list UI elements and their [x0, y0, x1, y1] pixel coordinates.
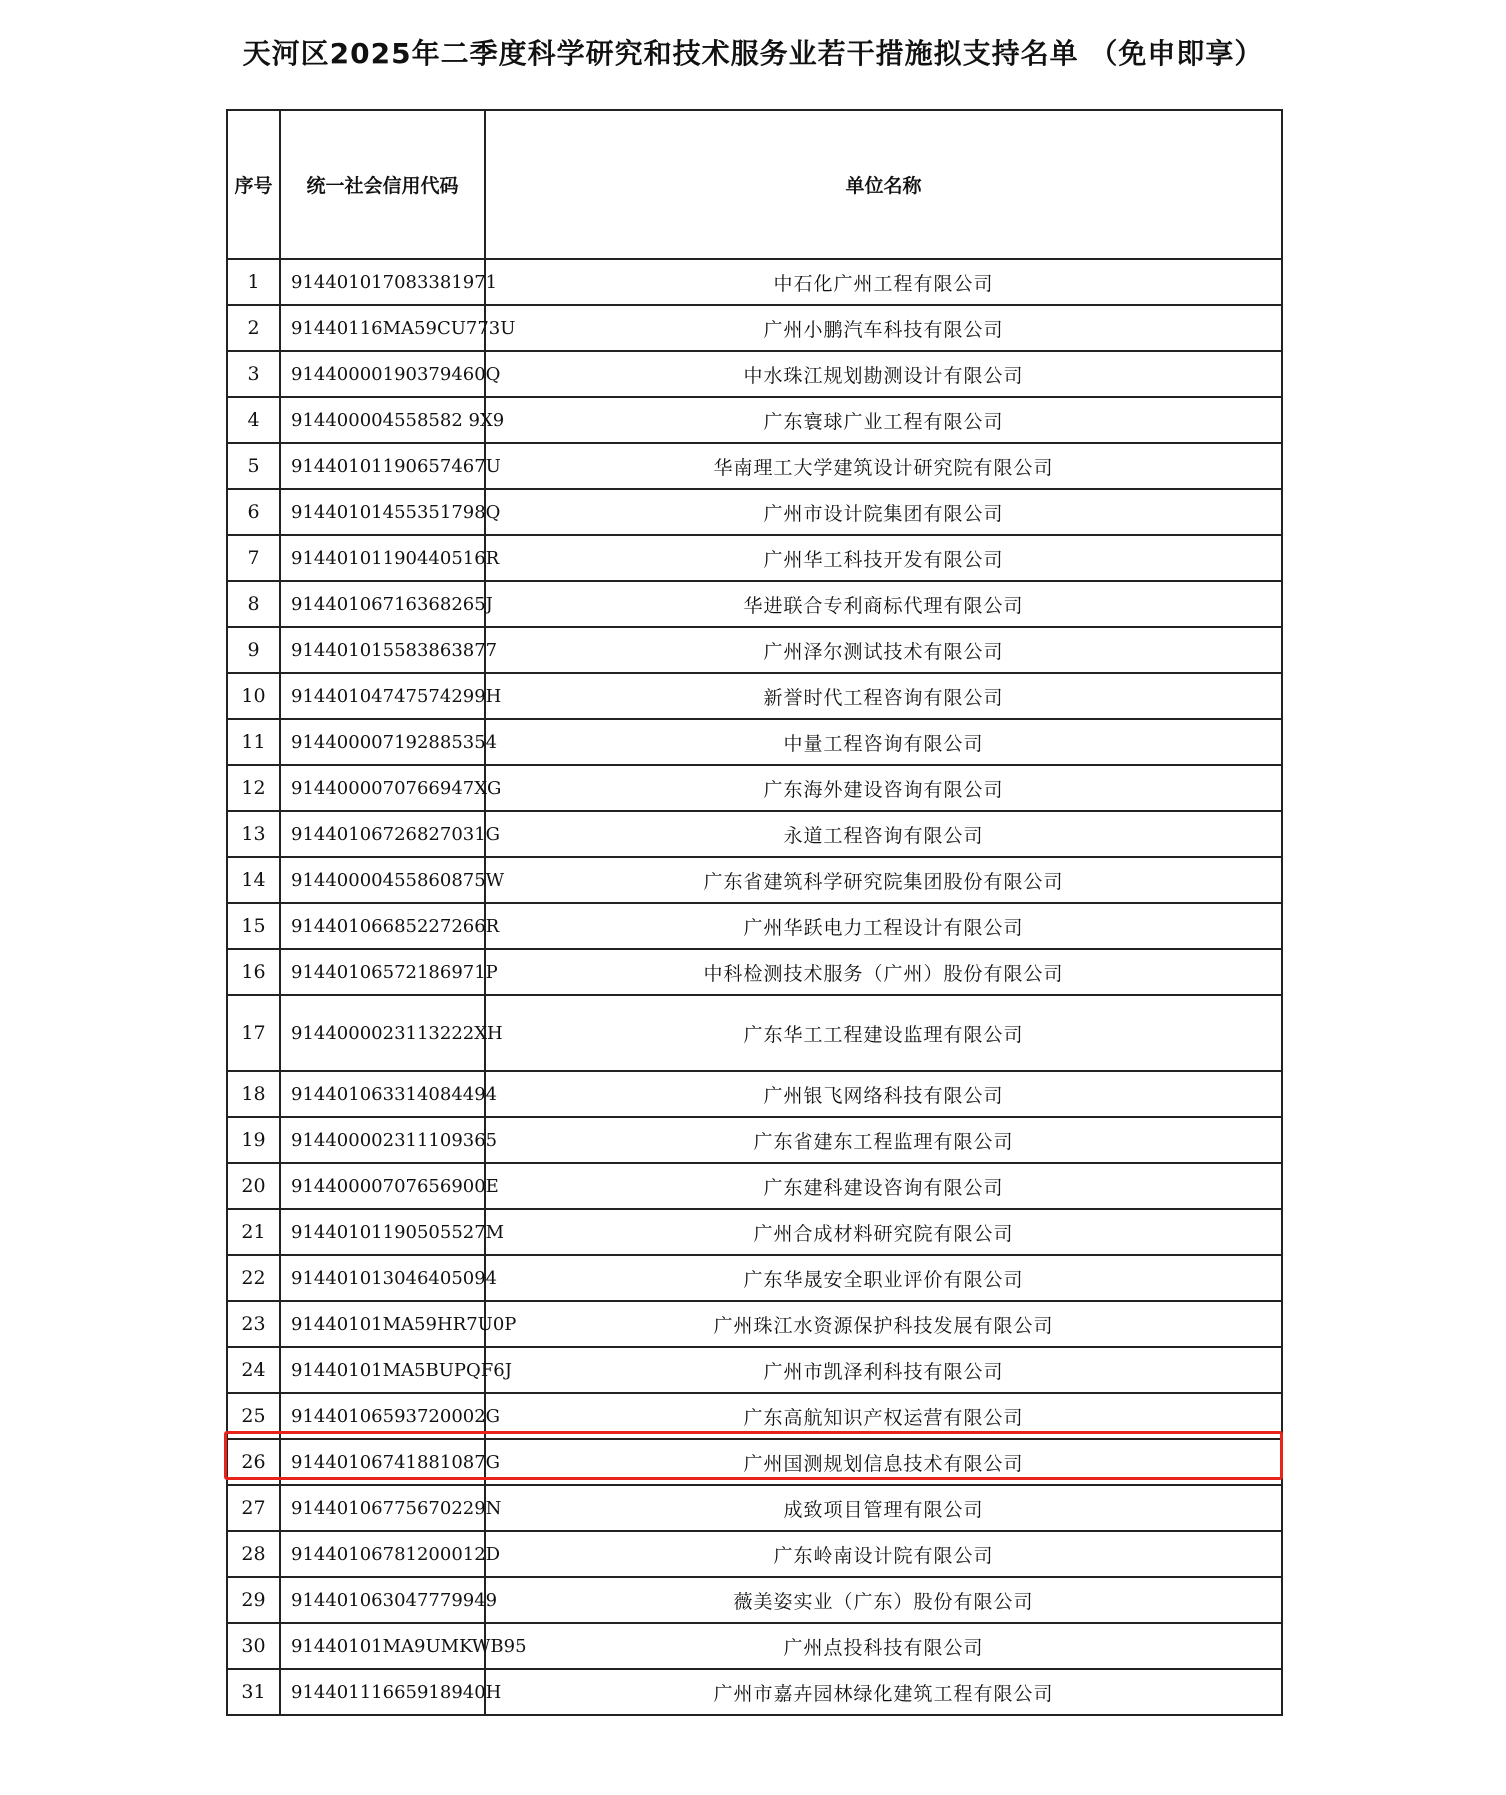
table-row [227, 811, 1282, 857]
row-index: 8 [227, 581, 280, 627]
table-row [227, 535, 1282, 581]
row-credit-code: 91440106572186971P [280, 949, 485, 995]
row-credit-code: 91440106726827031G [280, 811, 485, 857]
row-index: 25 [227, 1393, 280, 1439]
row-company-name: 广东岭南设计院有限公司 [485, 1531, 1282, 1577]
table-row [227, 1623, 1282, 1669]
row-credit-code: 91440101455351798Q [280, 489, 485, 535]
row-credit-code: 91440101190505527M [280, 1209, 485, 1255]
row-company-name: 广东华晟安全职业评价有限公司 [485, 1255, 1282, 1301]
row-credit-code: 914400007192885354 [280, 719, 485, 765]
row-index: 15 [227, 903, 280, 949]
table-row [227, 1301, 1282, 1347]
row-company-name: 华南理工大学建筑设计研究院有限公司 [485, 443, 1282, 489]
row-company-name: 薇美姿实业（广东）股份有限公司 [485, 1577, 1282, 1623]
table-row [227, 397, 1282, 443]
header-company-name: 单位名称 [485, 110, 1282, 259]
row-index: 9 [227, 627, 280, 673]
row-index: 6 [227, 489, 280, 535]
row-company-name: 广州珠江水资源保护科技发展有限公司 [485, 1301, 1282, 1347]
row-index: 28 [227, 1531, 280, 1577]
row-credit-code: 91440101MA9UMKWB95 [280, 1623, 485, 1669]
table-row [227, 995, 1282, 1071]
row-credit-code: 91440111665918940H [280, 1669, 485, 1715]
row-credit-code: 9144000023113222XH [280, 995, 485, 1071]
row-index: 19 [227, 1117, 280, 1163]
row-credit-code: 91440101190657467U [280, 443, 485, 489]
row-index: 20 [227, 1163, 280, 1209]
row-company-name: 广州市设计院集团有限公司 [485, 489, 1282, 535]
row-company-name: 华进联合专利商标代理有限公司 [485, 581, 1282, 627]
row-index: 1 [227, 259, 280, 305]
table-row [227, 1117, 1282, 1163]
table-row [227, 949, 1282, 995]
support-list-table [226, 109, 1283, 1716]
row-credit-code: 914400002311109365 [280, 1117, 485, 1163]
row-credit-code: 91440106593720002G [280, 1393, 485, 1439]
table-row [227, 259, 1282, 305]
table-row [227, 1577, 1282, 1623]
row-credit-code: 9144000070766947XG [280, 765, 485, 811]
row-credit-code: 914401013046405094 [280, 1255, 485, 1301]
table-row [227, 903, 1282, 949]
table-row [227, 1669, 1282, 1715]
row-index: 3 [227, 351, 280, 397]
row-company-name: 广东寰球广业工程有限公司 [485, 397, 1282, 443]
table-row [227, 1439, 1282, 1485]
row-index: 29 [227, 1577, 280, 1623]
row-index: 22 [227, 1255, 280, 1301]
row-index: 21 [227, 1209, 280, 1255]
row-credit-code: 91440101190440516R [280, 535, 485, 581]
row-credit-code: 914401063047779949 [280, 1577, 485, 1623]
row-company-name: 广州市嘉卉园林绿化建筑工程有限公司 [485, 1669, 1282, 1715]
table-row [227, 489, 1282, 535]
table-header-row [227, 110, 1282, 259]
row-company-name: 新誉时代工程咨询有限公司 [485, 673, 1282, 719]
table-row [227, 627, 1282, 673]
row-index: 2 [227, 305, 280, 351]
table-row [227, 443, 1282, 489]
row-company-name: 广州华跃电力工程设计有限公司 [485, 903, 1282, 949]
row-company-name: 广州泽尔测试技术有限公司 [485, 627, 1282, 673]
table-row [227, 719, 1282, 765]
row-credit-code: 914401063314084494 [280, 1071, 485, 1117]
row-company-name: 广州华工科技开发有限公司 [485, 535, 1282, 581]
row-index: 10 [227, 673, 280, 719]
table-row [227, 1255, 1282, 1301]
table-row [227, 673, 1282, 719]
table-row [227, 1071, 1282, 1117]
row-index: 7 [227, 535, 280, 581]
row-company-name: 广州银飞网络科技有限公司 [485, 1071, 1282, 1117]
row-index: 14 [227, 857, 280, 903]
row-company-name: 广东建科建设咨询有限公司 [485, 1163, 1282, 1209]
row-credit-code: 91440000707656900E [280, 1163, 485, 1209]
row-company-name: 广东华工工程建设监理有限公司 [485, 995, 1282, 1071]
row-index: 18 [227, 1071, 280, 1117]
header-credit-code: 统一社会信用代码 [280, 110, 485, 259]
table-row [227, 1163, 1282, 1209]
table-row [227, 1347, 1282, 1393]
row-company-name: 广东省建筑科学研究院集团股份有限公司 [485, 857, 1282, 903]
row-index: 27 [227, 1485, 280, 1531]
table-row [227, 351, 1282, 397]
row-index: 23 [227, 1301, 280, 1347]
row-company-name: 广东省建东工程监理有限公司 [485, 1117, 1282, 1163]
row-company-name: 永道工程咨询有限公司 [485, 811, 1282, 857]
row-credit-code: 91440000190379460Q [280, 351, 485, 397]
row-credit-code: 91440104747574299H [280, 673, 485, 719]
table-row [227, 1531, 1282, 1577]
row-index: 31 [227, 1669, 280, 1715]
row-index: 30 [227, 1623, 280, 1669]
row-credit-code: 91440000455860875W [280, 857, 485, 903]
row-company-name: 成致项目管理有限公司 [485, 1485, 1282, 1531]
row-company-name: 广东海外建设咨询有限公司 [485, 765, 1282, 811]
table-row [227, 1485, 1282, 1531]
row-company-name: 广州合成材料研究院有限公司 [485, 1209, 1282, 1255]
row-company-name: 中量工程咨询有限公司 [485, 719, 1282, 765]
table-row [227, 1209, 1282, 1255]
table-body [227, 259, 1282, 1715]
row-company-name: 中石化广州工程有限公司 [485, 259, 1282, 305]
row-company-name: 广东高航知识产权运营有限公司 [485, 1393, 1282, 1439]
row-company-name: 中科检测技术服务（广州）股份有限公司 [485, 949, 1282, 995]
table-row [227, 305, 1282, 351]
row-index: 11 [227, 719, 280, 765]
row-credit-code: 91440101MA59HR7U0P [280, 1301, 485, 1347]
row-index: 16 [227, 949, 280, 995]
table-row [227, 765, 1282, 811]
row-index: 12 [227, 765, 280, 811]
row-credit-code: 91440106716368265J [280, 581, 485, 627]
row-index: 4 [227, 397, 280, 443]
table-row [227, 857, 1282, 903]
row-credit-code: 91440106775670229N [280, 1485, 485, 1531]
row-credit-code: 91440116MA59CU773U [280, 305, 485, 351]
row-index: 26 [227, 1439, 280, 1485]
row-index: 5 [227, 443, 280, 489]
row-company-name: 中水珠江规划勘测设计有限公司 [485, 351, 1282, 397]
table-row [227, 581, 1282, 627]
row-credit-code: 91440106685227266R [280, 903, 485, 949]
row-credit-code: 914401017083381971 [280, 259, 485, 305]
row-index: 17 [227, 995, 280, 1071]
header-index: 序号 [227, 110, 280, 259]
table-row-highlighted [227, 1393, 1282, 1439]
row-credit-code: 914401015583863877 [280, 627, 485, 673]
row-company-name: 广州市凯泽利科技有限公司 [485, 1347, 1282, 1393]
row-company-name: 广州小鹏汽车科技有限公司 [485, 305, 1282, 351]
row-company-name: 广州点投科技有限公司 [485, 1623, 1282, 1669]
row-credit-code: 91440101MA5BUPQF6J [280, 1347, 485, 1393]
row-credit-code: 91440106781200012D [280, 1531, 485, 1577]
row-company-name: 广州国测规划信息技术有限公司 [485, 1439, 1282, 1485]
page-title: 天河区2025年二季度科学研究和技术服务业若干措施拟支持名单 （免申即享） [242, 37, 1264, 70]
row-credit-code: 91440106741881087G [280, 1439, 485, 1485]
row-index: 13 [227, 811, 280, 857]
row-index: 24 [227, 1347, 280, 1393]
row-credit-code: 914400004558582 9X9 [280, 397, 485, 443]
